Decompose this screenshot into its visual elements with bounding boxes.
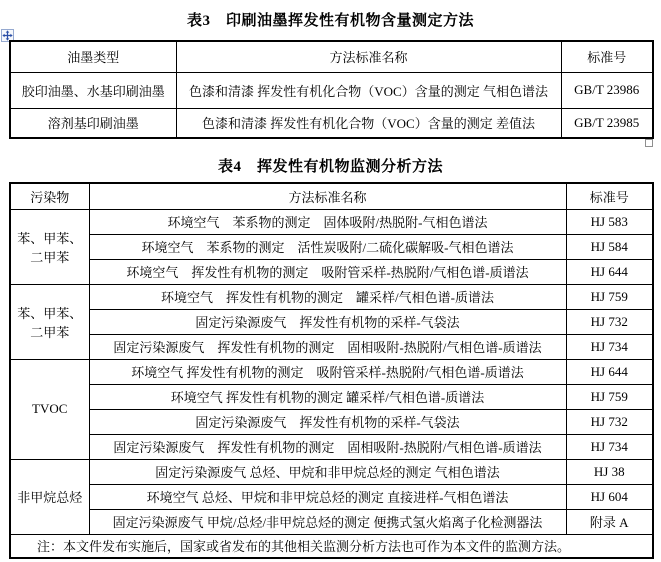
- table-row: [10, 509, 653, 534]
- table-row: [10, 209, 653, 234]
- table-row: [10, 234, 653, 259]
- table-row: [10, 484, 653, 509]
- method-name-cell: 色漆和清漆 挥发性有机化合物（VOC）含量的测定 差值法: [176, 108, 561, 138]
- table-row: [10, 334, 653, 359]
- method-name-cell: 环境空气 挥发性有机物的测定 吸附管采样-热脱附/气相色谱-质谱法: [89, 259, 566, 284]
- standard-no-cell: HJ 604: [566, 484, 653, 509]
- standard-no-cell: HJ 759: [566, 384, 653, 409]
- column-header-pollutant: 污染物: [10, 183, 89, 209]
- table3-header-row: [10, 41, 653, 72]
- standard-no-cell: HJ 644: [566, 359, 653, 384]
- table-row: [10, 309, 653, 334]
- column-header-method-name: 方法标准名称: [176, 41, 561, 72]
- standard-no-cell: GB/T 23986: [561, 72, 653, 108]
- column-header-standard-no: 标准号: [566, 183, 653, 209]
- method-name-cell: 环境空气 挥发性有机物的测定 吸附管采样-热脱附/气相色谱-质谱法: [89, 359, 566, 384]
- ink-type-cell: 胶印油墨、水基印刷油墨: [10, 72, 176, 108]
- column-header-ink-type: 油墨类型: [10, 41, 176, 72]
- table-row: [10, 359, 653, 384]
- table4-voc-monitoring-methods: [9, 182, 654, 559]
- method-name-cell: 固定污染源废气 甲烷/总烃/非甲烷总烃的测定 便携式氢火焰离子化检测器法: [89, 509, 566, 534]
- table-note-row: [10, 534, 653, 558]
- method-name-cell: 环境空气 挥发性有机物的测定 罐采样/气相色谱-质谱法: [89, 284, 566, 309]
- pollutant-cell: 苯、甲苯、二甲苯: [10, 284, 89, 359]
- method-name-cell: 固定污染源废气 挥发性有机物的采样-气袋法: [89, 309, 566, 334]
- table-row: [10, 259, 653, 284]
- method-name-cell: 固定污染源废气 挥发性有机物的测定 固相吸附-热脱附/气相色谱-质谱法: [89, 434, 566, 459]
- pollutant-cell: 非甲烷总烃: [10, 459, 89, 534]
- table-row: [10, 409, 653, 434]
- method-name-cell: 环境空气 总烃、甲烷和非甲烷总烃的测定 直接进样-气相色谱法: [89, 484, 566, 509]
- standard-no-cell: HJ 734: [566, 334, 653, 359]
- table-row: [10, 459, 653, 484]
- method-name-cell: 环境空气 挥发性有机物的测定 罐采样/气相色谱-质谱法: [89, 384, 566, 409]
- table-row: [10, 434, 653, 459]
- method-name-cell: 固定污染源废气 挥发性有机物的测定 固相吸附-热脱附/气相色谱-质谱法: [89, 334, 566, 359]
- method-name-cell: 环境空气 苯系物的测定 固体吸附/热脱附-气相色谱法: [89, 209, 566, 234]
- pollutant-cell: TVOC: [10, 359, 89, 459]
- pollutant-cell: 苯、甲苯、二甲苯: [10, 209, 89, 284]
- standard-no-cell: HJ 38: [566, 459, 653, 484]
- column-header-method-name: 方法标准名称: [89, 183, 566, 209]
- standard-no-cell: HJ 734: [566, 434, 653, 459]
- table3-ink-voc-methods: [9, 40, 654, 139]
- column-header-standard-no: 标准号: [561, 41, 653, 72]
- method-name-cell: 固定污染源废气 挥发性有机物的采样-气袋法: [89, 409, 566, 434]
- table4-header-row: [10, 183, 653, 209]
- table-row: [10, 284, 653, 309]
- standard-no-cell: HJ 732: [566, 409, 653, 434]
- standard-no-cell: HJ 644: [566, 259, 653, 284]
- method-name-cell: 环境空气 苯系物的测定 活性炭吸附/二硫化碳解吸-气相色谱法: [89, 234, 566, 259]
- method-name-cell: 色漆和清漆 挥发性有机化合物（VOC）含量的测定 气相色谱法: [176, 72, 561, 108]
- note-cell: 注：本文件发布实施后，国家或省发布的其他相关监测分析方法也可作为本文件的监测方法。: [10, 534, 653, 558]
- table-resize-handle-icon[interactable]: [645, 139, 653, 147]
- standard-no-cell: GB/T 23985: [561, 108, 653, 138]
- standard-no-cell: HJ 732: [566, 309, 653, 334]
- table4-caption: 表4 挥发性有机物监测分析方法: [217, 159, 443, 175]
- table-row: [10, 108, 653, 138]
- standard-no-cell: HJ 583: [566, 209, 653, 234]
- standard-no-cell: HJ 759: [566, 284, 653, 309]
- table-row: [10, 384, 653, 409]
- ink-type-cell: 溶剂基印刷油墨: [10, 108, 176, 138]
- method-name-cell: 固定污染源废气 总烃、甲烷和非甲烷总烃的测定 气相色谱法: [89, 459, 566, 484]
- table3-caption: 表3 印刷油墨挥发性有机物含量测定方法: [186, 13, 474, 29]
- table-row: [10, 72, 653, 108]
- standard-no-cell: 附录 A: [566, 509, 653, 534]
- standard-no-cell: HJ 584: [566, 234, 653, 259]
